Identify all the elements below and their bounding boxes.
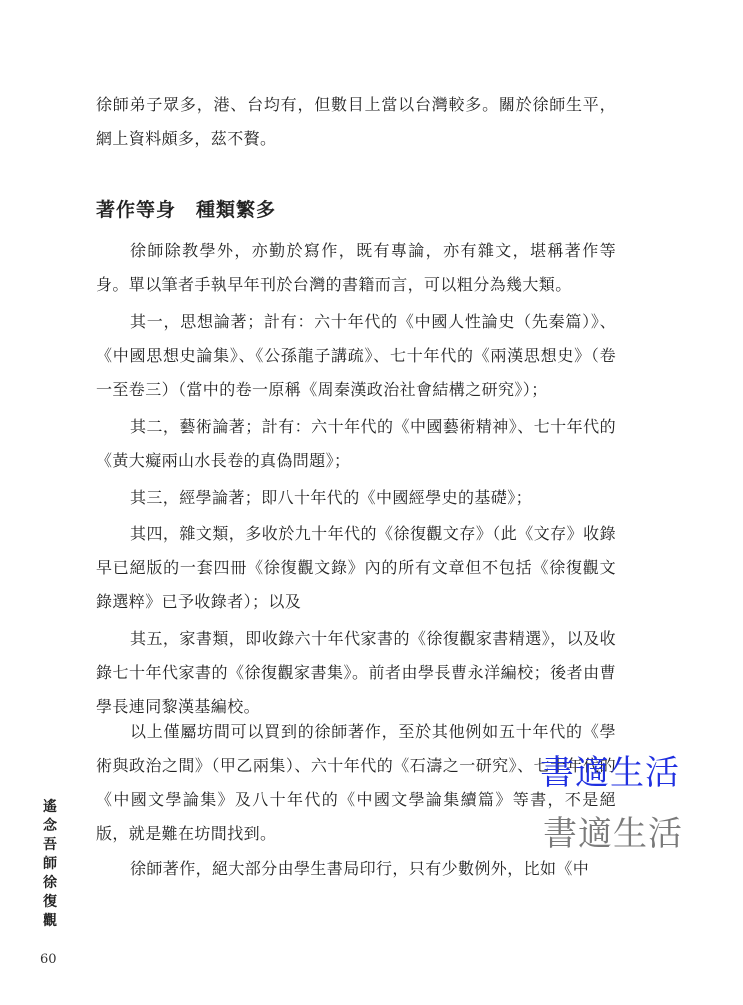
intro-paragraph: 徐師弟子眾多，港、台均有，但數目上當以台灣較多。關於徐師生平，網上資料頗多，茲不贅。: [96, 95, 616, 148]
running-title-char: 念: [43, 818, 57, 834]
running-title-char: 觀: [43, 913, 57, 929]
paragraph-category-4: 其四，雜文類，多收於九十年代的《徐復觀文存》（此《文存》收錄早已絕版的一套四冊《徐復觀文錄》內的所有文章但不包括《徐復觀文錄選粹》已予收錄者）；以及: [96, 524, 616, 611]
watermark-blue: 書適生活: [540, 753, 680, 793]
paragraph-category-1: 其一，思想論著；計有：六十年代的《中國人性論史（先秦篇）》、《中國思想史論集》、《公孫龍子講疏》、七十年代的《兩漢思想史》（卷一至卷三）（當中的卷一原稱《周秦漢政治社會結構之研究》）；: [96, 312, 616, 399]
paragraph-category-2: 其二，藝術論著；計有：六十年代的《中國藝術精神》、七十年代的《黃大癡兩山水長卷的真偽問題》；: [96, 417, 616, 470]
paragraph-overview: 徐師除教學外，亦勤於寫作，既有專論，亦有雜文，堪稱著作等身。單以筆者手執早年刊於台灣的書籍而言，可以粗分為幾大類。: [96, 241, 616, 294]
running-title-char: 遙: [43, 799, 57, 815]
section-heading: 著作等身 種類繁多: [96, 199, 277, 221]
running-title-char: 吾: [43, 837, 57, 853]
running-title-char: 師: [43, 856, 57, 872]
page-number: 60: [40, 952, 57, 967]
running-title-char: 復: [43, 894, 57, 910]
running-title-char: 徐: [43, 875, 57, 891]
running-title: [40, 798, 60, 931]
paragraph-other-works: 以上僅屬坊間可以買到的徐師著作，至於其他例如五十年代的《學術與政治之間》（甲乙兩集）、六十年代的《石濤之一研究》、七十年代的《中國文學論集》及八十年代的《中國文學論集續篇》等書，不是絕版，就是難在坊間找到。: [96, 722, 616, 843]
watermark-gray: 書適生活: [543, 814, 683, 854]
paragraph-publishers: 徐師著作，絕大部分由學生書局印行，只有少數例外，比如《中: [130, 859, 590, 878]
paragraph-category-3: 其三，經學論著；即八十年代的《中國經學史的基礎》；: [130, 488, 533, 507]
paragraph-category-5: 其五，家書類，即收錄六十年代家書的《徐復觀家書精選》，以及收錄七十年代家書的《徐復觀家書集》。前者由學長曹永洋編校；後者由曹學長連同黎漢基編校。: [96, 629, 616, 716]
